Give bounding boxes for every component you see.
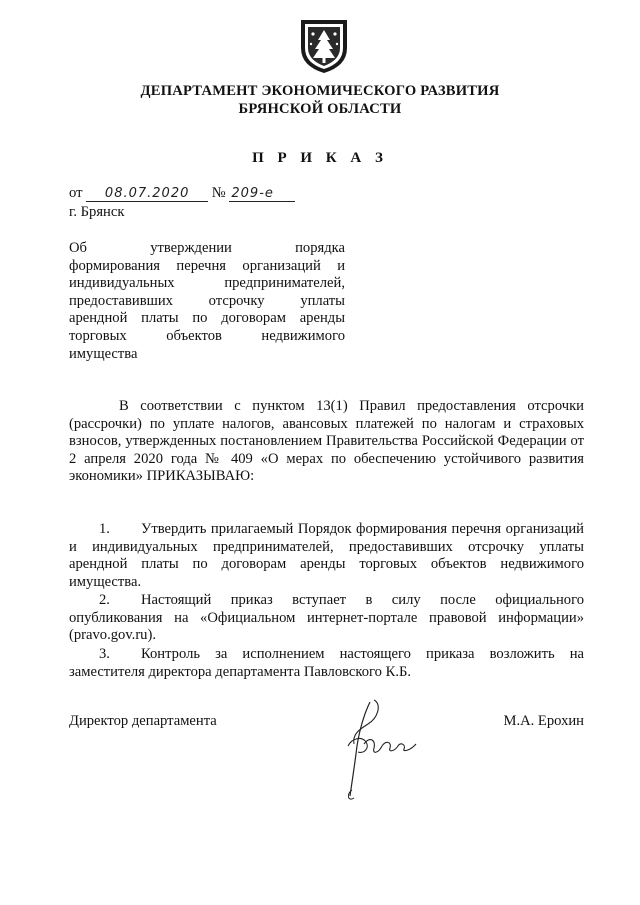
order-item [69,592,584,645]
signature-icon [312,694,432,804]
number-prefix: № [211,185,226,201]
city: г. Брянск [69,204,125,220]
order-item [69,521,584,591]
date-prefix: от [69,185,83,201]
item-text: Утвердить прилагаемый Порядок формирования перечня организаций и индивидуальных предпринимателей, предоставивших отсрочку уплаты арендной платы по договорам аренды торговых объектов недвижимого имущества. [69,521,584,590]
subject-line: имущества [69,345,138,362]
subject-line: торговых объектов недвижимого [69,327,345,344]
signatory-position: Директор департамента [69,713,217,729]
item-text: Контроль за исполнением настоящего приказа возложить на заместителя директора департамента Павловского К.Б. [69,646,584,680]
coat-of-arms-icon [299,18,349,74]
signatory-name: М.А. Ерохин [503,713,584,729]
document-title: П Р И К А З [252,150,388,166]
subject-line: предоставивших отсрочку уплаты [69,292,345,309]
item-number: 2. [99,592,110,608]
department-name-line1: ДЕПАРТАМЕНТ ЭКОНОМИЧЕСКОГО РАЗВИТИЯ [140,83,500,99]
date-value: 08.07.2020 [86,187,208,202]
item-number: 3. [99,646,110,662]
preamble-paragraph: В соответствии с пунктом 13(1) Правил предоставления отсрочки (рассрочки) по уплате налогов, авансовых платежей по налогам и страховых взносов, утвержденных постановлением Правительства Российской Федерации от 2 апреля 2020 года № 409 «О мерах по обеспечению устойчивого развития экономики» ПРИКАЗЫВАЮ: [69,398,584,485]
order-item [69,646,584,681]
date-number-line [69,185,295,202]
item-text: Настоящий приказ вступает в силу после официального опубликования на «Официальном интернет-портале правовой информации» (pravo.gov.ru). [69,592,584,644]
department-name-line2: БРЯНСКОЙ ОБЛАСТИ [238,101,402,117]
subject-line: арендной платы по договорам аренды [69,310,345,327]
number-value: 209-е [229,187,295,202]
document-subject [69,240,345,363]
subject-line: формирования перечня организаций и [69,257,345,274]
item-number: 1. [99,521,110,537]
subject-line: индивидуальных предпринимателей, [69,275,345,292]
subject-line: Об утверждении порядка [69,240,345,256]
